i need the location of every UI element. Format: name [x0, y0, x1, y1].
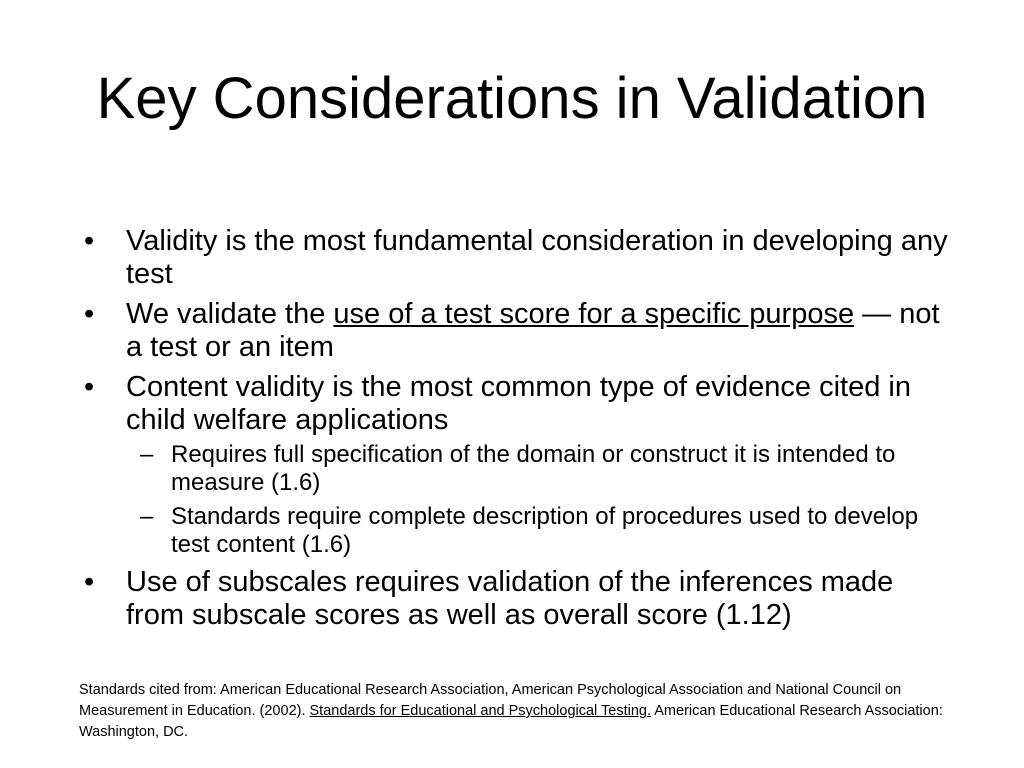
- sub-bullet-marker: –: [140, 441, 154, 468]
- bullet-item: [84, 298, 954, 364]
- bullet-marker: •: [84, 566, 95, 598]
- bullet-text-underlined: use of a test score for a specific purpose: [333, 298, 855, 330]
- sub-bullet-text: Requires full specification of the domain or construct it is intended to measure (1.6): [171, 441, 896, 496]
- bullet-item: [84, 371, 954, 559]
- bullet-text: Use of subscales requires validation of the inferences made from subscale scores as well as overall score (1.12): [126, 566, 894, 631]
- bullet-marker: •: [84, 225, 95, 257]
- sub-bullet-item: [126, 441, 954, 497]
- bullet-text: Content validity is the most common type of evidence cited in child welfare applications: [126, 371, 911, 436]
- footnote-prefix: Standards cited from: American Educational Research Association, American Psychological Association and National Council on Measurement in Education. (2002).: [79, 682, 902, 719]
- citation-footnote: [79, 680, 959, 743]
- bullet-marker: •: [84, 298, 95, 330]
- bullet-item: [84, 566, 954, 632]
- sub-bullet-list: [126, 441, 954, 559]
- footnote-suffix: American Educational Research Association: Washington, DC.: [79, 703, 943, 740]
- bullet-text: Validity is the most fundamental consideration in developing any test: [126, 225, 948, 290]
- bullet-text-after: — not a test or an item: [126, 298, 940, 363]
- slide-title: Key Considerations in Validation: [96, 66, 928, 131]
- sub-bullet-item: [126, 503, 954, 559]
- bullet-marker: •: [84, 371, 95, 403]
- footnote-underlined-title: Standards for Educational and Psychological Testing.: [309, 703, 652, 719]
- sub-bullet-marker: –: [140, 503, 154, 530]
- sub-bullet-text: Standards require complete description of procedures used to develop test content (1.6): [171, 503, 919, 558]
- bullet-text-before: We validate the: [126, 298, 334, 330]
- bullet-item: [84, 225, 954, 291]
- bullet-list: [84, 225, 954, 639]
